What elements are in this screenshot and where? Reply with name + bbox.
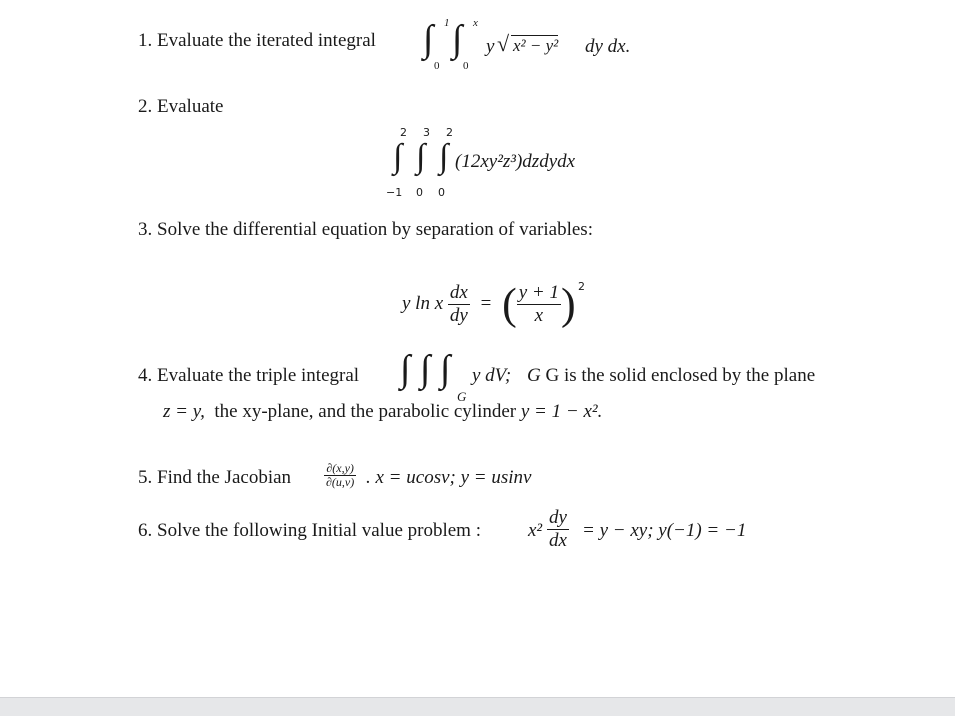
upper-limit-3: 2 [446, 126, 453, 139]
problem-3 [138, 219, 593, 241]
outer-lower-limit: 0 [434, 60, 440, 72]
ivp-frac-num: dy [549, 507, 567, 528]
problem-5-number: 5. [138, 467, 153, 488]
lhs-pre: y ln x [402, 292, 444, 314]
integral-sign-outer: ∫ [423, 18, 434, 60]
lhs-frac-den: dy [449, 305, 468, 326]
sqrt-symbol: √ [497, 31, 510, 56]
ivp-frac-den: dx [549, 530, 567, 551]
bottom-scroll-strip [0, 697, 955, 716]
problem-3-number: 3. [138, 219, 153, 240]
problem-5-text: Find the Jacobian [157, 467, 292, 488]
problem-2-number: 2. [138, 96, 153, 117]
problem-4-integrand: y dV; [472, 365, 512, 386]
ivp-fraction [547, 507, 569, 552]
problem-1 [138, 30, 376, 70]
rhs-frac-num: y + 1 [518, 282, 559, 303]
lower-limit-1: −1 [386, 186, 403, 199]
triple-integral-3: ∫ [440, 348, 451, 390]
plane-equation: z = y, [163, 401, 205, 422]
radicand: x² − y² [513, 36, 559, 55]
jacobian-num: ∂(x,y) [324, 462, 356, 476]
rhs-fraction [517, 282, 561, 327]
problem-4-number: 4. [138, 365, 153, 386]
upper-limit-1: 2 [400, 126, 407, 139]
problem-4 [138, 365, 359, 387]
cylinder-equation: y = 1 − x². [520, 401, 603, 422]
triple-integral-2: ∫ [420, 348, 431, 390]
integral-sign-inner: ∫ [452, 18, 463, 60]
problem-6-text: Solve the following Initial value problem : [157, 520, 481, 541]
jacobian-equations: . x = ucosv; y = usinv [366, 467, 532, 488]
problem-2-text: Evaluate [157, 96, 224, 117]
problem-1-number: 1. [138, 30, 153, 51]
right-paren: ) [560, 279, 576, 329]
left-paren: ( [502, 279, 517, 329]
problem-5 [138, 467, 291, 489]
problem-6-number: 6. [138, 520, 153, 541]
lhs-fraction [448, 282, 470, 327]
inner-lower-limit: 0 [463, 60, 469, 72]
problem-2 [138, 96, 223, 118]
ivp-coef: x² [528, 520, 543, 541]
integral-sign-2: ∫ [416, 138, 426, 175]
differentials: dy dx. [585, 36, 631, 57]
problem-4-rest-text: G is the solid enclosed by the plane [545, 365, 816, 386]
problem-6 [138, 520, 481, 542]
outer-upper-limit: 1 [444, 17, 450, 29]
rhs-exponent: 2 [578, 280, 585, 293]
inner-upper-limit: x [473, 17, 478, 29]
rhs-frac-den: x [534, 305, 544, 326]
triple-integral-1: ∫ [400, 348, 411, 390]
integral-sign-1: ∫ [393, 138, 403, 175]
lower-limit-3: 0 [438, 186, 445, 199]
ivp-rhs: = y − xy; y(−1) = −1 [582, 520, 747, 541]
problem-1-text: Evaluate the iterated integral [157, 30, 376, 51]
upper-limit-2: 3 [423, 126, 430, 139]
integral-sign-3: ∫ [439, 138, 449, 175]
lower-limit-2: 0 [416, 186, 423, 199]
differential-equation [402, 279, 576, 329]
problem-4-rest [527, 365, 815, 387]
jacobian-den: ∂(u,v) [326, 475, 355, 489]
problem-4-text: Evaluate the triple integral [157, 365, 360, 386]
line-2-text: the xy-plane, and the parabolic cylinder [214, 401, 517, 422]
jacobian-fraction [324, 462, 356, 489]
lhs-frac-num: dx [449, 282, 468, 303]
region-label: G [527, 365, 541, 386]
problem-4-line-2 [163, 401, 602, 423]
region-subscript: G [457, 389, 467, 404]
integrand-y: y [486, 36, 495, 57]
equals-sign: = [480, 292, 492, 314]
problem-2-integrand: (12xy²z³)dzdydx [455, 151, 576, 172]
problem-3-text: Solve the differential equation by separation of variables: [157, 219, 593, 240]
